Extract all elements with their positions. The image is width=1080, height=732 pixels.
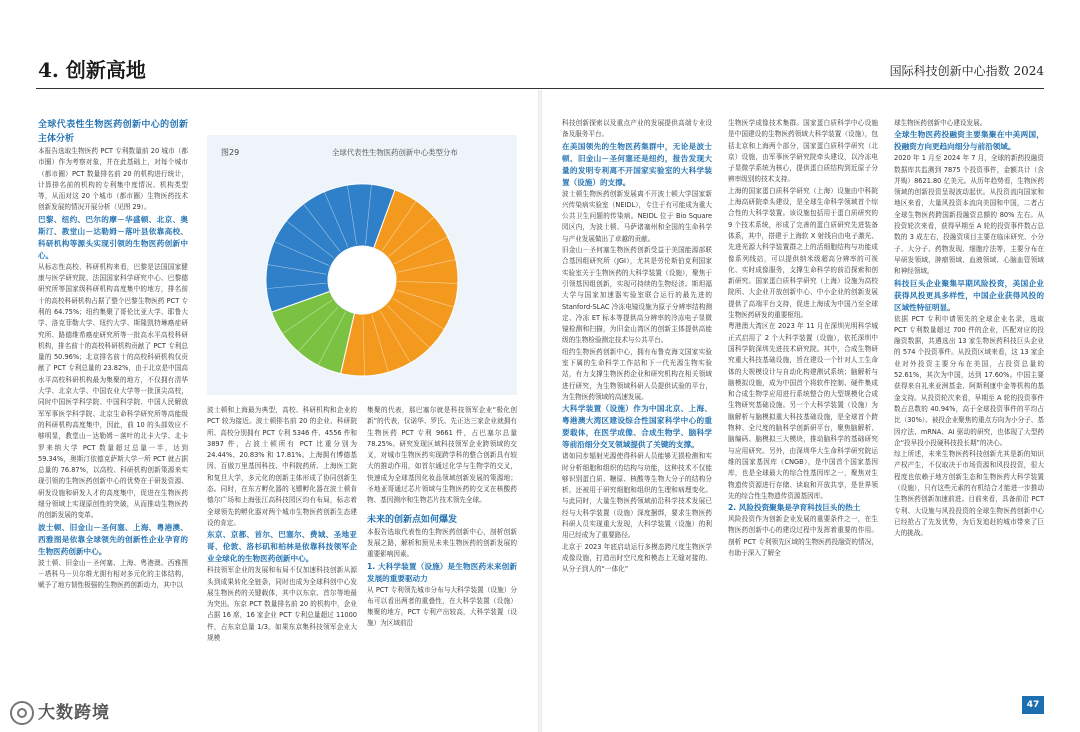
paragraph: 2020 年 1 月至 2024 年 7 月，全球的新药投融资数据库共监测到 7875 个投资事件，金额共计（含并购）8621.80 亿美元。从历年趋势看，生物医药领域的创新投资呈现波动起伏。从投资流向国家和地区来看，大量风投资本流向美国和中国，二者占全球生物医药跨国新投融资总额的 80% 左右。从投资轮次来看，获得早期至 A 轮的投资事件数占总数的 3 成左右，投融资项目主要在临床研究、小分子、大分子、药物发现、细胞疗法等，主要分布在早研发领域、肿瘤领域、血液领域、心脑血管领域和神经领域。: [894, 154, 1044, 276]
subheading: 全球生物医药投融资主要集聚在中美两国，投融资方向更趋向细分与前沿领域。: [894, 130, 1044, 152]
paragraph: 球生物医药创新中心建设发展。: [894, 119, 987, 127]
paragraph: 粤港澳大湾区在 2023 年 11 月在深圳光明科学城正式启用了 2 个大科学装置（设施），依托深圳中国科学院深圳先进技术研究院。其中，合成生物研究重大科技基础设施，旨在建设一个针对人工生命体的大规模设计与自动化构建测试系统；脑解析与脑模拟设施，成为中国首个将软件控制、硬件集成和合成生物学应用进行系统整合的大型规模化合成生物研究基础设施。另一个大科学装置（设施）为脑解析与脑模拟重大科技基础设施，是全球首个跨物种、全尺度的脑科学创新研平台，聚焦脑解析、脑编码、脑模拟三大模块，推动脑科学的基础研究与应用研究。另外，由深圳华大生命科学研究院运维的国家基因库（CNGB），是中国首个国家基因库，也是全球最大的综合性基因库之一，聚焦对生物遗传资源进行存储、读取和开放共享，是世界领先的综合性生物遗传资源基因库。: [728, 322, 878, 500]
middle-column-2: [367, 405, 517, 688]
paragraph: 诸如同步辐射光源使得科研人员能够无损检测和实时分析细胞和组织的结构与功能，这种技术不仅能够识别蛋白质、糖原、核酸等生物大分子的结构分析，还被用于研究细胞和组织的生理和病理变化。与此同时，大量生物医药领域前沿科学技术发展已经与大科学装置（设施）深度捆绑，要求生物医药科研人员实现重大发现，大科学装置（设施）的利用已经成为了重要路径。: [562, 452, 712, 540]
page-number: 47: [1022, 696, 1044, 714]
subheading: 在美国领先的生物医药集群中，无论是波士顿、旧金山－圣何塞还是纽约，报告发现大量的发明专利离不开国家实验室的大科学装置（设施）的支撑。: [562, 141, 712, 187]
paragraph: 本报告选取代表性的生物医药创新中心，剖析创新发展之路，解析和预见未来生物医药的创新发展的重要影响因素。: [367, 527, 517, 559]
page-header: [36, 50, 1044, 89]
paragraph: 风险投资作为创新企业发展的重要条件之一，在生物医药创新中心的建设过程中发挥着重要的作用。剖析 PCT 专利领先区域的生物医药投融资的情况，有助于深入了解全: [728, 515, 878, 557]
subheading: 2. 风险投资聚集是孕育科技巨头的热土: [728, 503, 861, 513]
paragraph: 北京于 2023 年底启动运行多模态跨尺度生物医学成像设施，打造出时空尺度和模态上无缝对接的、从分子到人的“一体化”: [562, 542, 712, 574]
paragraph: 科技创新探索以及重点产业的发展提供高端专业设备及服务平台。: [562, 119, 712, 139]
subheading: 波士顿、旧金山－圣何塞、上海、粤港澳、西雅图是依靠全球领先的创新性企业孕育的生物医药创新中心。: [38, 522, 188, 556]
paragraph: 集聚的代表，那巴塞尔就是科技领军企业“极化创新”的代表，仅诺华、罗氏、先正达三家企业就拥有生物医药 PCT 专利 9661 件，占巴塞尔总量 78.25%。研究发现区域科技领军企业跨领域的交叉，对城市生物医药实现跨学科的整合创新具有较大的推动作用，如首尔通过化学与生物学的交叉，快速成为全球基因化妆品领域创新发展的策源地；圣地亚哥通过芯片领域与生物医药的交叉在核酸药物、基因测序和生物芯片技术领先全球。: [367, 406, 517, 505]
page-gutter: [538, 90, 542, 732]
paragraph: 从 PCT 专利领先城市分布与大科学装置（设施）分布可以看出两者的重叠性，在大科学装置（设施）集聚的地方，PCT 专利产出较高，大科学装置（设施）为区域前沿: [367, 585, 517, 628]
paragraph: 纽约生物医药创新中心，拥有布鲁克海文国家实验室下属的生命科学工作站和下一代光源生物实验站，有力支撑生物医药企业和研究机构在相关领域进行研究，为生物领域科研人员提供试验的平台，为生物医药领域的高速发展。: [562, 347, 712, 401]
pie-center: [329, 247, 395, 313]
figure-29: [207, 135, 517, 395]
middle-column: [207, 405, 357, 688]
section-heading: 全球代表性生物医药创新中心的创新主体分析: [38, 120, 188, 144]
paragraph: 上海的国家蛋白质科学研究（上海）设施由中科院上海高研院牵头建设，是全球生命科学领域首个综合性的大科学装置。该设施包括用于蛋白质研究的 9 个技术系统，形成了完善的蛋白质研究先进装备体系，其中，搭建于上海软 X 射线自由电子激光、先进光源大科学装置群之上的活细胞结构与功能成像系列线站，可以提供纳米级超高分辨率的可视化、实时成像服务，支撑生命科学的前沿探索和创新研究。国家蛋白质科学研究（上海）设施为高校院所、大企业开放创新中心、中小企业的创新发展提供了高端平台支持，促进上海成为中国乃至全球生物医药研发的重要枢纽。: [728, 186, 878, 320]
subheading: 大科学装置（设施）作为中国北京、上海、粤港澳大湾区建设综合性国家科学中心的重要载体，在医学成像、合成生物学、脑科学等前沿细分交叉领域提供了关键的支撑。: [562, 404, 712, 450]
paragraph: 从标志性高校、科研机构来看，巴黎是法国国家健康与医学研究院、法国国家科学研究中心、巴黎德研究所等国家级科研机构高度集中的地方，排名前十的高校科研机构占据了整个巴黎生物医药 PCT 专利的 64.75%；纽约集聚了哥伦比亚大学、耶鲁大学、洛克菲勒大学、纽约大学、斯隆凯特琳癌症研究所、路德维希癌症研究所等一批高水平高校科研机构，排名前十的高校科研机构贡献了 PCT 专利总量的 50.96%；北京排名前十的高校科研机构仅贡献了 PCT 专利总量的 23.82%，由于北京是中国高水平高校科研机构最为集聚的地方，不仅拥有清华大学、北京大学、中国农业大学等一批顶尖高校，同时中国医学科学院、中国科学院、中国人民解放军军事医学科学院、北京生命科学研究所等高能级的科研机构高度集中，因此，前 10 的头部效应不够明显，教堂山－达勒姆－落叶的北卡大学、北卡罗来纳大学 PCT 数量超过总量一半，达到 59.34%，奥斯汀依德克萨斯大学一所 PCT 就占据总量的 76.87%，以高校、科研机构创新策源来实现引领的生物医药创新中心的优势在于研发资源、研发设施和研发人才的高度集中，促进在生物医药细分领域上实现原创性的突破，从而推动生物医药的创新发展的变革。: [38, 262, 188, 520]
column-3: [562, 118, 712, 688]
paragraph: 依据 PCT 专利申请领先的全球企业名录，选取 PCT 专利数量超过 700 件的企业，匹配对应的投融资数据，共遴选出 13 家生物医药科技巨头企业的 574 个投资事件。从投资区域来看，这 13 家企业对外投资主要分布在美国，占投资总量的 52.61%，其次为中国，达到 17.60%。中国主要获得来自礼来亚洲基金、阿斯利康中金等机构的基金支持。从投资轮次来看，早期至 A 轮的投资事件数占总数的 40.94%，高于全球投资事件的平均占比（30%）。被投企业聚焦的重点方向为小分子、基因疗法、mRNA、AI 驱动的研究，也体现了大型药企“投早投小投硬科技投长期”的决心。: [894, 314, 1044, 447]
subheading: 科技巨头企业聚集早期风险投资，美国企业获得风投更具多样性，中国企业获得风投的区域性特征明显。: [894, 278, 1044, 312]
watermark: [10, 698, 110, 725]
watermark-text: 大数跨境: [38, 703, 110, 723]
figure-title: 全球代表性生物医药创新中心类型分布: [332, 148, 458, 157]
paragraph: 旧金山－圣何塞生物医药创新受益于美国能源部联合基因组研究所（JGI），尤其是劳伦斯伯克利国家实验室关于生物医药的大科学装置（设施），聚焦于引领基因组创新，实现可持续的生物经济。斯坦福大学与国家加速器实验室联合运行的最先进的 Stanford-SLAC 冷冻电镜设施为原子分辨率结构测定、冷冻 ET 标本等提供高分辨率的冷冻电子显微镜检测和扫描，为旧金山湾区的创新主体提供高能级的生物检验测定技术与公共平台。: [562, 246, 712, 345]
paragraph: 波士顿和上海最为典型，高校、科研机构和企业的 PCT 较为接近。波士顿排名前 20 的企业、科研院所、高校分别拥有 PCT 专利 5346 件、4556 件和 3897 件，占波士顿所有 PCT 比重分别为 24.44%、20.83% 和 17.81%。上海拥有博德基因、百傲万里基因科技、中科院药所、上海医工院和复旦大学，多元化的创新主体形成了协同创新生态。同时，在东方孵化器的飞镖孵化器在波士顿肯德尔广场和上海张江高科技园区均有布局，标志着全球领先的孵化器对两个城市生物医药创新生态建设的肯定。: [207, 406, 357, 527]
pie-chart: [207, 135, 517, 395]
subheading: 东京、京都、首尔、巴塞尔、费城、圣地亚哥、伦敦、洛杉矶和柏林是依靠科技领军企业全球化的生物医药创新中心。: [207, 530, 357, 564]
subheading: 1. 大科学装置（设施）是生物医药未来创新发展的重要驱动力: [367, 561, 517, 583]
paragraph: 生物医学成像技术集群。国家蛋白质科学中心设施是中国建设的生物医药领域大科学装置（设施），包括北京和上海两个部分，国家蛋白质科学研究（北京）设施，由军事医学研究院牵头建设，以冷冻电子显微学系统为核心，提供蛋白质结构到近原子分辨率级别的技术支持。: [728, 119, 878, 184]
paragraph: 波士顿生物医药创新发展离不开波士顿大学国家新兴传染病实验室（NEIDL），专注于有可能成为重大公共卫生问题的传染病。NEIDL 位于 Bio Square 园区内，为波士顿、马萨诸塞州和全国的生命科学与产业发展做出了卓越的贡献。: [562, 189, 712, 243]
paragraph: 波士顿、旧金山－圣何塞、上海、粤港澳、西雅图－塔科马－贝尔维尤拥有相对多元化的主体结构，赋予了地方韧性极强的生物医药创新动力，其中以: [38, 558, 188, 590]
paragraph: 本报告选取生物医药 PCT 专利数量前 20 城市（都市圈）作为考察对象，并在此基础上，对每个城市（都市圈）PCT 数量排名前 20 的机构进行统计，计算排名前的机构的专利集中度情况、机构类型等，从而对这 20 个城市（都市圈）生物医药技术创新发展的情况开展分析（见图 29）。: [38, 147, 188, 212]
report-title: 国际科技创新中心指数 2024: [889, 64, 1044, 78]
figure-number: 图29: [221, 148, 240, 157]
section-heading: 未来的创新点如何爆发: [367, 514, 458, 525]
paragraph: 科技领军企业的发展和布局不仅加速科技创新从源头到成果转化全链条，同时也成为全球科创中心发展生物医药的关键载体，其中以东京、首尔等地最为突出。东京 PCT 数量排名前 20 的机构中，企业占据 16 席，16 家企业 PCT 专利总量超过 11000 件，占东京总量 1/3。如果东京集科技领军企业大规模: [207, 566, 357, 643]
chapter-title: 4. 创新高地: [38, 58, 146, 82]
column-5: [894, 118, 1044, 688]
watermark-logo-icon: [10, 701, 34, 725]
subheading: 巴黎、纽约、巴尔的摩－华盛顿、北京、奥斯汀、教堂山－达勒姆－落叶县依靠高校、科研机构等源头实现引领的生物医药创新中心。: [38, 214, 188, 260]
left-column: [38, 118, 188, 688]
paragraph: 综上所述，未来生物医药科技创新尤其是新的知识产权产生，不仅取决于市场资源和风投投资，很大程度也依赖于地方创新生态和生物医药大科学装置（设施），只有这些元素的有机结合才能进一步推动生物医药创新加速前进。目前来看，具备前沿 PCT 专利、大设施与风投投资的全球生物医药创新中心已经抢占了先发优势，为后发追赶的城市带来了巨大的挑战。: [894, 450, 1044, 538]
column-4: [728, 118, 878, 688]
